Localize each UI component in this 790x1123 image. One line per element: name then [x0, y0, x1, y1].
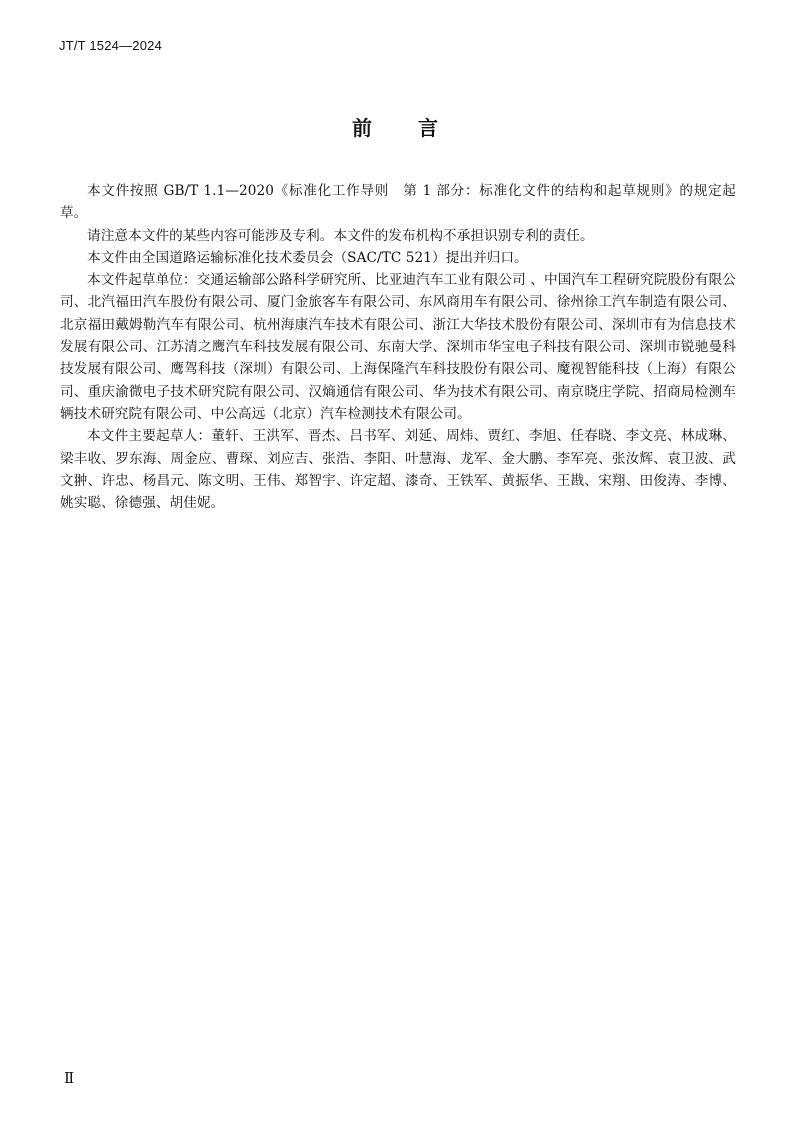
page-title: 前言: [352, 116, 484, 140]
paragraph-drafting-organizations: 本文件起草单位：交通运输部公路科学研究所、比亚迪汽车工业有限公司 、中国汽车工程研究院股份有限公司、北汽福田汽车股份有限公司、厦门金旅客车有限公司、东风商用车有限公司、徐州徐工汽车制造有限公司、北京福田戴姆勒汽车有限公司、杭州海康汽车技术有限公司、浙江大华技术股份有限公司、深圳市有为信息技术发展有限公司、江苏清之鹰汽车科技发展有限公司、东南大学、深圳市华宝电子科技有限公司、深圳市锐驰曼科技发展有限公司、鹰驾科技（深圳）有限公司、上海保隆汽车科技股份有限公司、魔视智能科技（上海）有限公司、重庆渝微电子技术研究院有限公司、汉熵通信有限公司、华为技术有限公司、南京晓庄学院、招商局检测车辆技术研究院有限公司、中公高远（北京）汽车检测技术有限公司。: [60, 272, 736, 422]
paragraph-patent-notice: 请注意本文件的某些内容可能涉及专利。本文件的发布机构不承担识别专利的责任。: [87, 227, 594, 244]
page-number: Ⅱ: [64, 1069, 75, 1087]
paragraph-principal-drafters: 本文件主要起草人：董轩、王洪军、晋杰、吕书军、刘延、周炜、贾红、李旭、任春晓、李文亮、林成琳、梁丰收、罗东海、周金应、曹琛、刘应吉、张浩、李阳、叶慧海、龙军、金大鹏、李军亮、张汝辉、袁卫波、武文翀、许忠、杨昌元、陈文明、王伟、郑智宇、许定超、漆奇、王铁军、黄振华、王戡、宋翔、田俊涛、李博、姚实聪、徐德强、胡佳妮。: [60, 428, 736, 512]
paragraph-drafting-rules: 本文件按照 GB/T 1.1—2020《标准化工作导则 第 1 部分：标准化文件的结构和起草规则》的规定起草。: [60, 183, 736, 222]
paragraph-proposing-committee: 本文件由全国道路运输标准化技术委员会（SAC/TC 521）提出并归口。: [87, 249, 528, 266]
foreword-body: [60, 180, 736, 514]
standard-code-header: JT/T 1524—2024: [59, 38, 163, 53]
